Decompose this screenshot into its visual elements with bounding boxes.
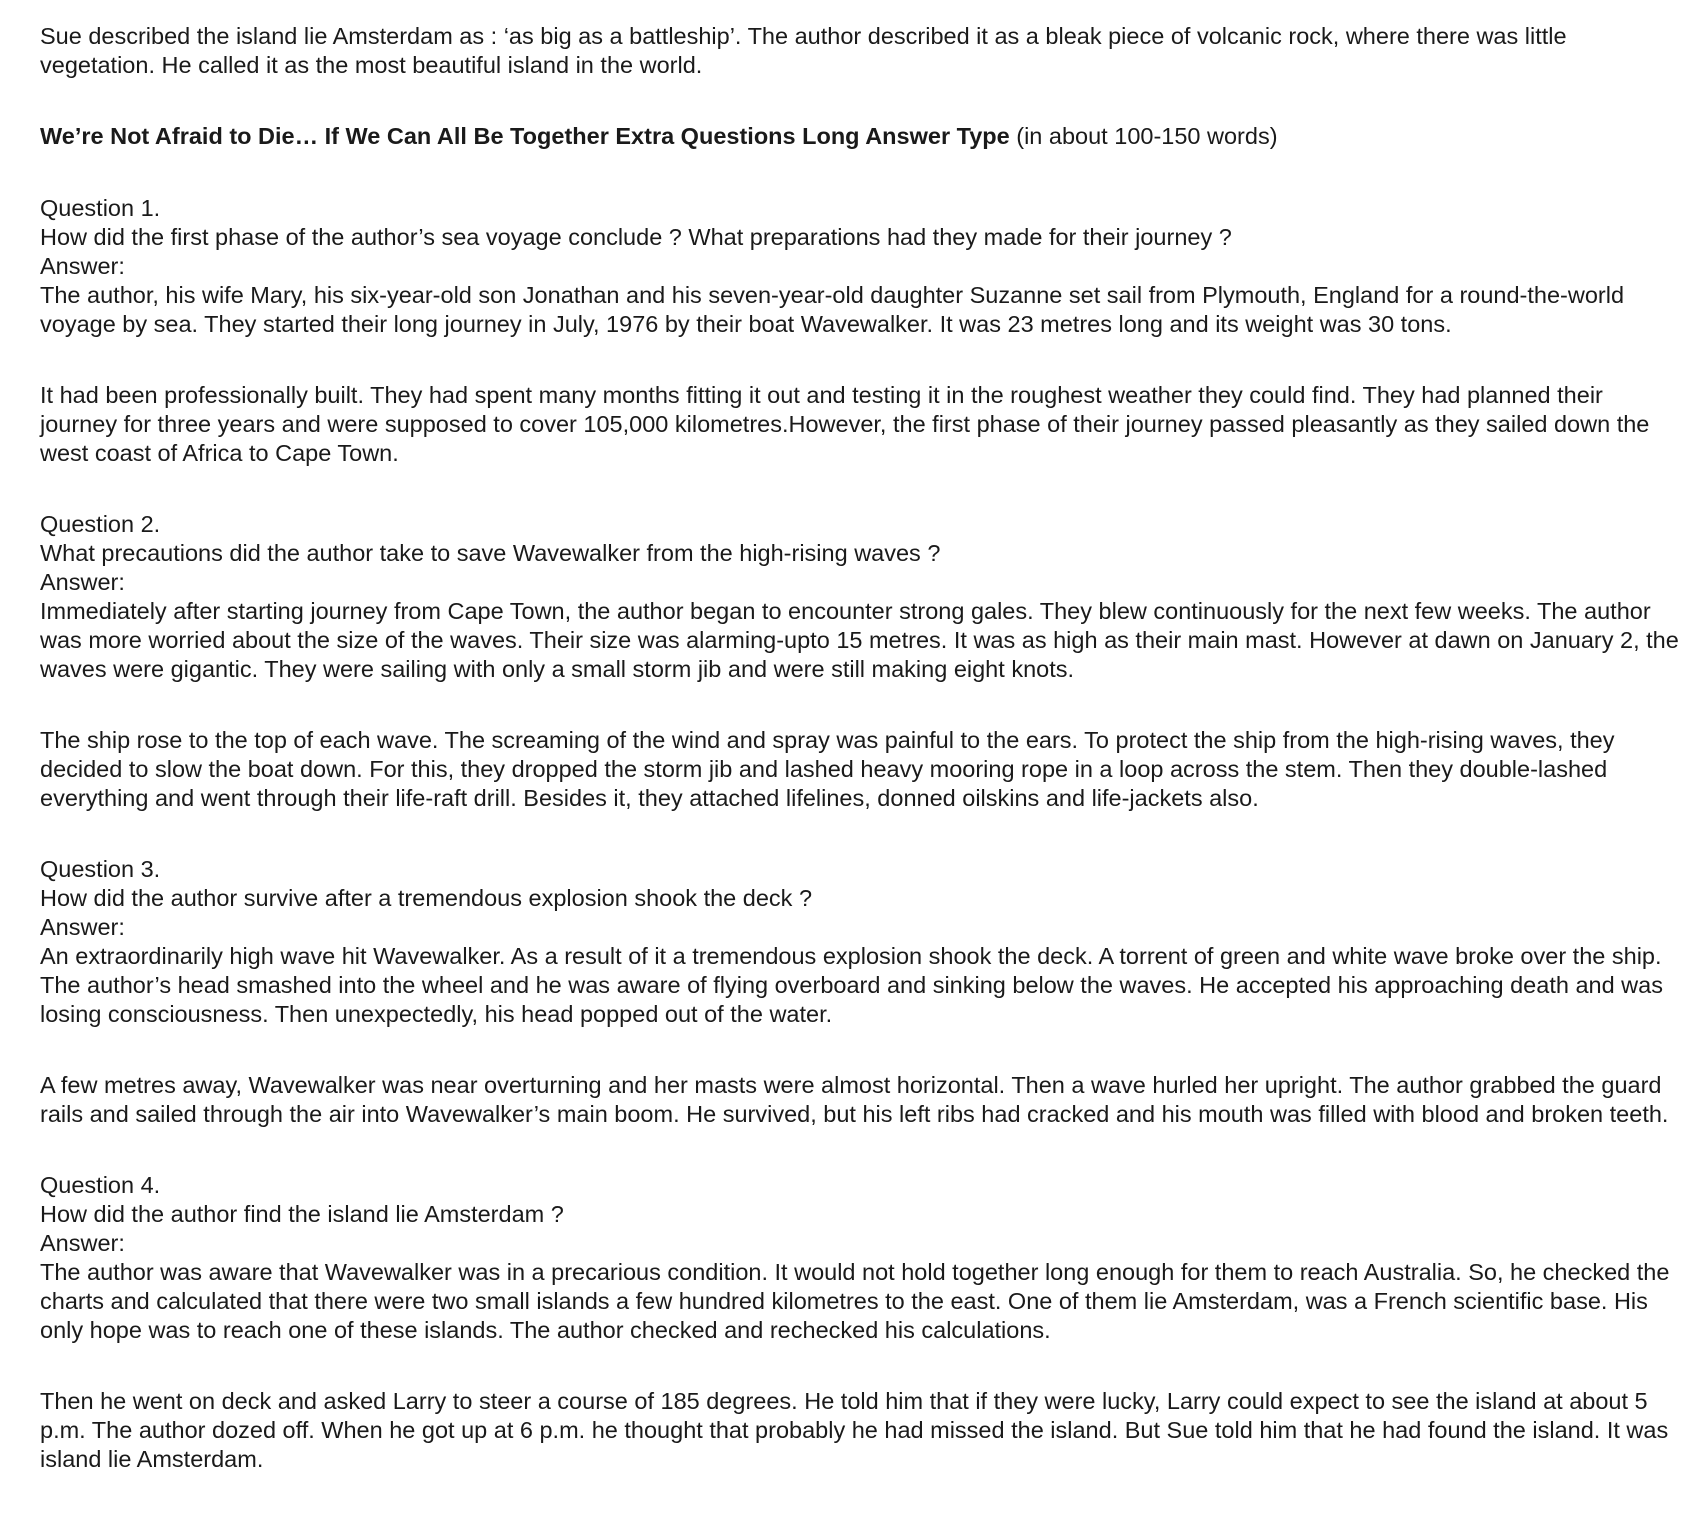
- section-title: We’re Not Afraid to Die… If We Can All Be Together Extra Questions Long Answer Type: [40, 123, 1010, 149]
- answer-paragraph: The author, his wife Mary, his six-year-old son Jonathan and his seven-year-old daughter Suzanne set sail from Plymouth, England for a round-the-world voyage by sea. They started their long journey in July, 1976 by their boat Wavewalker. It was 23 metres long and its weight was 30 tons.: [40, 282, 1625, 337]
- intro-paragraph: Sue described the island lie Amsterdam as : ‘as big as a battleship’. The author described it as a bleak piece of volcanic rock, where there was little vegetation. He called it as the most beautiful island in the world.: [40, 23, 1567, 78]
- section-heading: [40, 122, 1680, 151]
- question-block-1: [40, 194, 1680, 468]
- answer-label: Answer:: [40, 914, 125, 940]
- answer-label: Answer:: [40, 253, 125, 279]
- question-text: What precautions did the author take to save Wavewalker from the high-rising waves ?: [40, 540, 941, 566]
- answer-paragraph: A few metres away, Wavewalker was near overturning and her masts were almost horizontal. Then a wave hurled her upright. The author grabbed the guard rails and sailed through the air into Wavewalker’s main boom. He survived, but his left ribs had cracked and his mouth was filled with blood and broken teeth.: [40, 1072, 1669, 1127]
- answer-paragraph: Then he went on deck and asked Larry to steer a course of 185 degrees. He told him that if they were lucky, Larry could expect to see the island at about 5 p.m. The author dozed off. When he got up at 6 p.m. he thought that probably he had missed the island. But Sue told him that he had found the island. It was island lie Amsterdam.: [40, 1388, 1669, 1472]
- question-label: Question 3.: [40, 856, 161, 882]
- question-label: Question 1.: [40, 195, 161, 221]
- question-text: How did the author survive after a tremendous explosion shook the deck ?: [40, 885, 813, 911]
- question-text: How did the first phase of the author’s sea voyage conclude ? What preparations had they made for their journey ?: [40, 224, 1232, 250]
- answer-paragraph: Immediately after starting journey from Cape Town, the author began to encounter strong gales. They blew continuously for the next few weeks. The author was more worried about the size of the waves. Their size was alarming-upto 15 metres. It was as high as their main mast. However at dawn on January 2, the waves were gigantic. They were sailing with only a small storm jib and were still making eight knots.: [40, 598, 1679, 682]
- answer-label: Answer:: [40, 569, 125, 595]
- answer-paragraph: It had been professionally built. They had spent many months fitting it out and testing it in the roughest weather they could find. They had planned their journey for three years and were supposed to cover 105,000 kilometres.However, the first phase of their journey passed pleasantly as they sailed down the west coast of Africa to Cape Town.: [40, 382, 1650, 466]
- document-page: [40, 22, 1680, 1516]
- section-note: (in about 100-150 words): [1009, 123, 1278, 149]
- answer-paragraph: The author was aware that Wavewalker was in a precarious condition. It would not hold together long enough for them to reach Australia. So, he checked the charts and calculated that there were two small islands a few hundred kilometres to the east. One of them lie Amsterdam, was a French scientific base. His only hope was to reach one of these islands. The author checked and rechecked his calculations.: [40, 1259, 1670, 1343]
- question-block-3: [40, 855, 1680, 1129]
- question-text: How did the author find the island lie Amsterdam ?: [40, 1201, 564, 1227]
- question-block-4: [40, 1171, 1680, 1474]
- question-block-2: [40, 510, 1680, 813]
- question-label: Question 4.: [40, 1172, 161, 1198]
- answer-label: Answer:: [40, 1230, 125, 1256]
- answer-paragraph: An extraordinarily high wave hit Wavewalker. As a result of it a tremendous explosion shook the deck. A torrent of green and white wave broke over the ship. The author’s head smashed into the wheel and he was aware of flying overboard and sinking below the waves. He accepted his approaching death and was losing consciousness. Then unexpectedly, his head popped out of the water.: [40, 943, 1663, 1027]
- question-label: Question 2.: [40, 511, 161, 537]
- answer-paragraph: The ship rose to the top of each wave. The screaming of the wind and spray was painful to the ears. To protect the ship from the high-rising waves, they decided to slow the boat down. For this, they dropped the storm jib and lashed heavy mooring rope in a loop across the stem. Then they double-lashed everything and went through their life-raft drill. Besides it, they attached lifelines, donned oilskins and life-jackets also.: [40, 727, 1615, 811]
